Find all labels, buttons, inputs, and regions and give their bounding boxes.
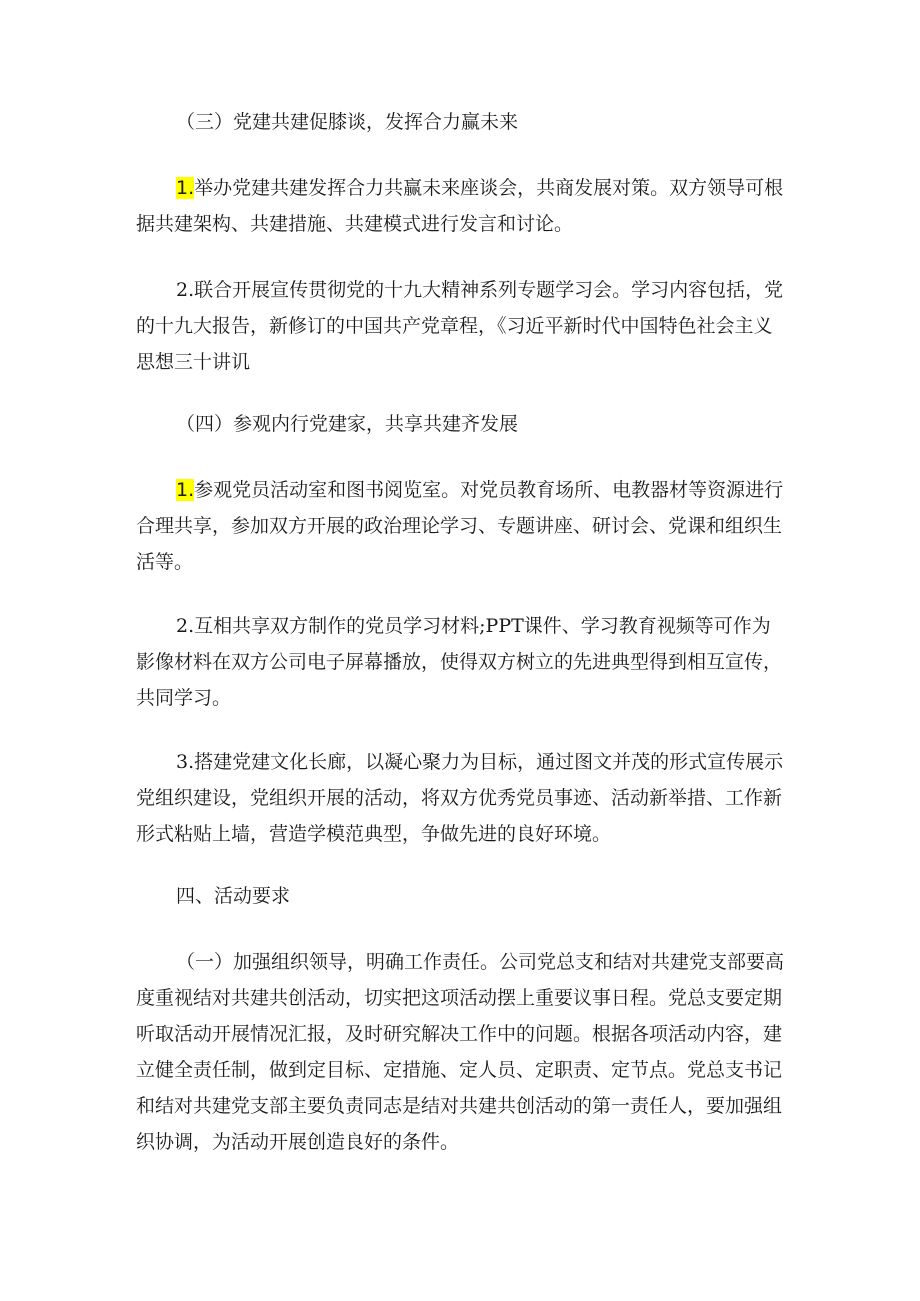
section-heading-activity-requirements xyxy=(136,878,786,914)
paragraph-text: （三）党建共建促膝谈，发挥合力赢未来 xyxy=(176,111,519,133)
highlighted-number-marker: 1. xyxy=(176,479,195,501)
paragraph-item xyxy=(136,608,786,716)
paragraph-text: 举办党建共建发挥合力共赢未来座谈会，共商发展对策。双方领导可根据共建架构、共建措施、共建模式进行发言和讨论。 xyxy=(136,177,784,235)
paragraph-text: 2.互相共享双方制作的党员学习材料;PPT课件、学习教育视频等可作为影像材料在双方公司电子屏幕播放，使得双方树立的先进典型得到相互宣传，共同学习。 xyxy=(136,615,783,709)
paragraph-text: 2.联合开展宣传贯彻党的十九大精神系列专题学习会。学习内容包括，党的十九大报告，新修订的中国共产党章程，《习近平新时代中国特色社会主义思想三十讲讥 xyxy=(136,279,784,373)
paragraph-item xyxy=(136,944,786,1160)
paragraph-text: 四、活动要求 xyxy=(176,885,291,907)
highlighted-number-marker: 1. xyxy=(176,177,195,199)
paragraph-item xyxy=(136,744,786,852)
paragraph-text: 3.搭建党建文化长廊，以凝心聚力为目标，通过图文并茂的形式宣传展示党组织建设，党组织开展的活动，将双方优秀党员事迹、活动新举措、工作新形式粘贴上墙，营造学模范典型，争做先进的良好环境。 xyxy=(136,751,784,845)
paragraph-item xyxy=(136,472,786,580)
paragraph-text: （四）参观内行党建家，共享共建齐发展 xyxy=(176,413,519,435)
section-heading-3 xyxy=(136,104,786,140)
paragraph-item xyxy=(136,272,786,380)
paragraph-item xyxy=(136,170,786,242)
section-heading-4 xyxy=(136,406,786,442)
paragraph-text: （一）加强组织领导，明确工作责任。公司党总支和结对共建党支部要高度重视结对共建共创活动，切实把这项活动摆上重要议事日程。党总支要定期听取活动开展情况汇报，及时研究解决工作中的问题。根据各项活动内容，建立健全责任制，做到定目标、定措施、定人员、定职责、定节点。党总支书记和结对共建党支部主要负责同志是结对共建共创活动的第一责任人，要加强组织协调，为活动开展创造良好的条件。 xyxy=(136,951,785,1153)
paragraph-text: 参观党员活动室和图书阅览室。对党员教育场所、电教器材等资源进行合理共享，参加双方开展的政治理论学习、专题讲座、研讨会、党课和组织生活等。 xyxy=(136,479,784,573)
